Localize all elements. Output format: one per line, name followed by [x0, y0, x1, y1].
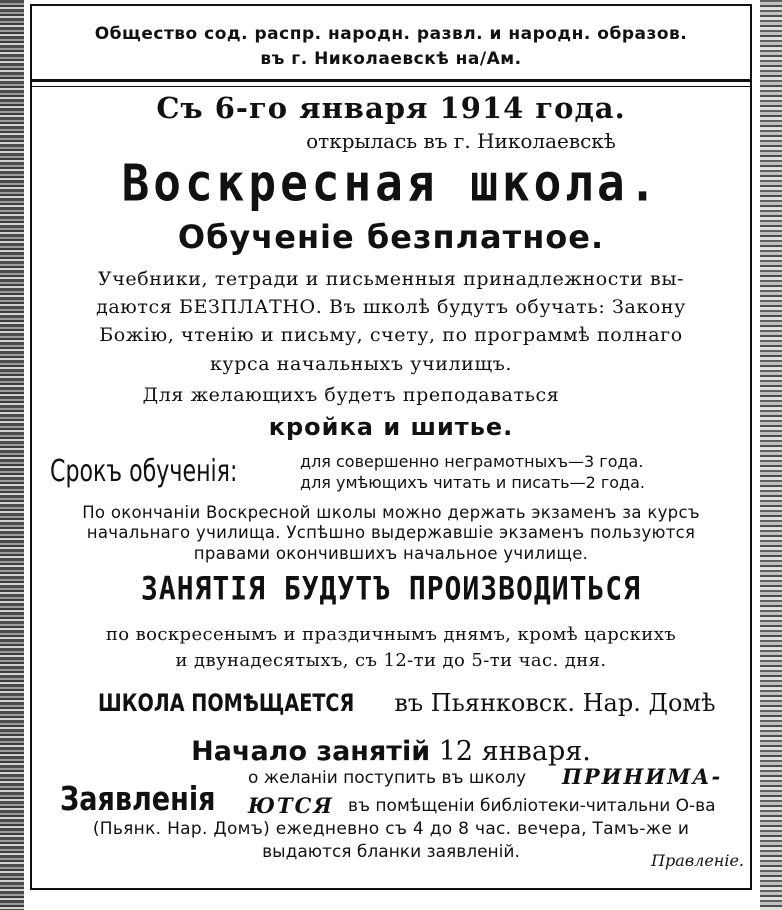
start-label: Начало занятій	[191, 736, 431, 767]
body-line: Учебники, тетради и письменныя принадлежности вы-	[97, 268, 685, 290]
signature: Правленіе.	[651, 851, 744, 870]
exam-line: правами окончившихъ начальное училище.	[193, 544, 589, 563]
body-line: курса начальныхъ училищъ.	[209, 353, 513, 375]
school-title: Воскресная школа.	[121, 153, 661, 213]
applications-line: (Пьянк. Нар. Домъ) ежедневно съ 4 до 8 час. вечера, Тамъ-же и	[92, 819, 690, 839]
start-line	[32, 736, 750, 767]
exam-line: начальнаго училища. Успѣшно выдержавшіе экзаменъ пользуются	[86, 523, 696, 542]
society-header	[32, 6, 750, 82]
applications-title: Заявленія	[60, 779, 216, 818]
applications-line: въ помѣщеніи библіотеки-читальни О-ва	[348, 796, 716, 816]
scan-edge-right	[760, 0, 782, 910]
location-line	[32, 689, 750, 717]
schedule-line: и двунадесятыхъ, съ 12-ти до 5-ти час. дня.	[175, 650, 607, 671]
term-line-illiterate: для совершенно неграмотныхъ—3 года.	[300, 452, 644, 471]
notice-frame	[30, 4, 752, 890]
applications-line: выдаются бланки заявленій.	[262, 842, 520, 862]
body-line: Для желающихъ будетъ преподаваться	[142, 384, 560, 406]
start-date: 12 января.	[438, 736, 591, 767]
header-rule	[32, 86, 750, 87]
term-title: Срокъ обученія:	[50, 454, 238, 489]
free-tuition-heading: Обученіе безплатное.	[177, 218, 605, 256]
location-value: въ Пьянковск. Нар. Домѣ	[394, 689, 716, 717]
accepted-word-part2: ЮТСЯ	[248, 793, 334, 818]
society-location: въ г. Николаевскѣ на/Ам.	[260, 49, 522, 69]
body-line: Божію, чтенію и письму, счету, по программѣ полнаго	[99, 324, 683, 346]
term-line-literate: для умѣющихъ читать и писать—2 года.	[300, 473, 646, 492]
lessons-heading: ЗАНЯТІЯ БУДУТЪ ПРОИЗВОДИТЬСЯ	[140, 569, 641, 608]
body-line: даются БЕЗПЛАТНО. Въ школѣ будутъ обучать: Закону	[96, 296, 686, 318]
scan-edge-left	[0, 0, 24, 910]
opened-line: открылась въ г. Николаевскѣ	[306, 129, 616, 153]
applications-line: о желаніи поступить въ школу	[248, 768, 527, 788]
accepted-word-part1: ПРИНИМА-	[562, 764, 723, 789]
society-name: Общество сод. распр. народн. развл. и народн. образов.	[94, 24, 688, 44]
exam-line: По окончаніи Воскресной школы можно держать экзаменъ за курсъ	[82, 503, 700, 522]
schedule-line: по воскресенымъ и праздичнымъ днямъ, кромѣ царскихъ	[105, 624, 677, 645]
sewing-heading: кройка и шитье.	[268, 413, 514, 441]
opening-date: Съ 6-го января 1914 года.	[156, 91, 626, 125]
location-label: ШКОЛА ПОМѢЩАЕТСЯ	[98, 689, 355, 717]
